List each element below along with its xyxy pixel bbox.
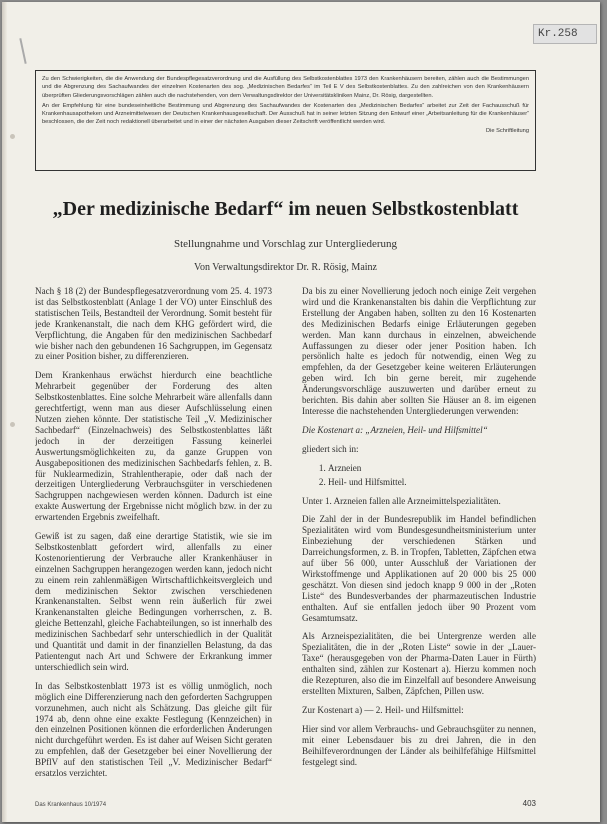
archive-stamp: Kr.258 — [533, 24, 597, 44]
punch-hole — [10, 422, 15, 427]
paragraph: Zur Kostenart a) — 2. Heil- und Hilfsmittel: — [302, 704, 464, 715]
editorial-text: An der Empfehlung für eine bundeseinheitliche Bestimmung und Abgrenzung des Sachaufwandes der Kostenarten des „Medizinischen Bedarfes“ arbeitet zur Zeit der Fachausschuß für Krankenhausapotheken und Arzneimittelwesen der Deutschen Krankenhausgesellschaft. Der Ausschuß hat in seiner letzten Sitzung den Entwurf einer „Arbeitsanleitung für die Krankenhäuser“ beschlossen, die der Zeit noch redaktionell überarbeitet und in einer der nächsten Ausgaben dieser Zeitschrift veröffentlicht werden wird. — [42, 102, 529, 126]
editorial-note-box — [35, 70, 536, 171]
category-list — [302, 463, 536, 488]
paragraph: Die Zahl der in der Bundesrepublik im Handel befindlichen Spezialitäten wird vom Bundesgesundheitsministerium unter Einbeziehung der verschiedenen Stärken und Darreichungsformen, z. B. in Tropfen, Tabletten, Zäpfchen etwa auf über 56 000, unter Ausschluß der Variationen der Wirkstoffmenge und Applikationen auf 20 000 bis 25 000 geschätzt. Von diesen sind jedoch knapp 9 000 in der „Roten Liste“ des Bundesverbandes der pharmazeutischen Industrie enthalten. Auf sie entfallen jedoch über 90 Prozent vom Gesamtumsatz. — [302, 514, 536, 623]
article-subtitle: Stellungnahme und Vorschlag zur Untergliederung — [173, 238, 397, 250]
left-column — [35, 286, 272, 792]
right-column — [302, 286, 536, 792]
list-item: 2. Heil- und Hilfsmittel. — [328, 477, 536, 488]
section-heading: Die Kostenart a: „Arzneien, Heil- und Hilfsmittel“ — [302, 424, 488, 435]
paragraph: Dem Krankenhaus erwächst hierdurch eine beachtliche Mehrarbeit gegenüber der Forderung des alten Selbstkostenblattes. Eine solche Mehrarbeit wäre allenfalls dann gerechtfertigt, wenn man aus dieser Aufschlüsselung einen Nutzen ziehen könnte. Der statistische Teil „V. Medizinischer Sachbedarf“ (Einzelnachweis) des Selbstkostenblattes läßt jedoch in der derzeitigen Fassung keinerlei Auswertungsmöglichkeiten zu, da ganze Gruppen von Ausgabepositionen des medizinischen Sachbedarfs fehlen, z. B. für Nuklearmedizin, Strahlentherapie, oder daß nach der derzeitigen Untergliederung Verbrauchsgüter in verschiedenen Sachgruppen nachgewiesen werden können. Dadurch ist eine exakte Auswertung der Ergebnisse nicht möglich bzw. in der zu erwartenden Ergebnis zweifelhaft. — [35, 370, 272, 523]
article-author: Von Verwaltungsdirektor Dr. R. Rösig, Mainz — [194, 262, 377, 273]
page-binding-edge — [2, 2, 7, 822]
paragraph: gliedert sich in: — [302, 443, 359, 454]
paragraph: In das Selbstkostenblatt 1973 ist es völlig unmöglich, noch möglich eine Differenzierung nach den geforderten Sachgruppen vorzunehmen, auch nicht als Schätzung. Das gleiche gilt für 1974 ab, denn ohne eine exakte Festlegung (Kennzeichen) in den einzelnen Positionen können die erforderlichen Änderungen nicht durchgeführt werden. Es ist daher auf Weisen Sicht geraten zu empfehlen, daß der Gesetzgeber bei einer Novellierung der BPflV auf den statistischen Teil „V. Medizinischer Bedarf“ ersatzlos verzichtet. — [35, 680, 272, 779]
paragraph: Unter 1. Arzneien fallen alle Arzneimittelspezialitäten. — [302, 495, 501, 506]
article-title: „Der medizinische Bedarf“ im neuen Selbstkostenblatt — [52, 198, 519, 220]
page-number: 403 — [522, 799, 536, 808]
journal-footer: Das Krankenhaus 10/1974 — [35, 802, 107, 808]
document-page — [2, 2, 600, 822]
list-item: 1. Arzneien — [328, 463, 536, 474]
editorial-paragraph: Zu den Schwierigkeiten, die die Anwendung der Bundespflegesatzverordnung und die Ausfüllung des Selbstkostenblattes 1973 den Krankenhäusern bereiten, zählen auch die Bestimmungen und die Abgrenzung des Sachaufwandes der einzelnen Kostenarten des sog. „Medizinischen Bedarfes“ im Teil E V des Selbstkostenblattes. Zu den zahlreichen von den Krankenhäusern überprüften Gliederungsvorschlägen zählen auch die nachstehenden, von dem Verwaltungsdirektor der Universitätskliniken Mainz, Dr. Rösig, dargestellten. — [42, 76, 529, 99]
editorial-signature: Die Schriftleitung — [486, 127, 529, 134]
editorial-paragraph — [42, 102, 529, 135]
paragraph: Gewiß ist zu sagen, daß eine derartige Statistik, wie sie im Selbstkostenblatt gefordert wird, allenfalls zu einer Kostenorientierung der Verbrauche aller Krankenhäuser in einzelnen Sachgruppen herangezogen werden kann, jedoch nicht zu einem rein zahlenmäßigen Wirtschaftlichkeitsvergleich und dem medizinischen Sektor zwischen verschiedenen Krankenanstalten. Selbst wenn rein äußerlich für zwei Krankenanstalten gleiche Bedingungen vorherrschen, z. B. gleiche Bettenzahl, gleiche Fachabteilungen, so ist innerhalb des medizinischen Sachbedarf sehr unterschiedlich in der Qualität und Quantität und damit in der finanziellen Belastung, da das Patientengut nach Art und Schwere der Erkrankung immer unterschiedlich sein wird. — [35, 531, 272, 672]
punch-hole — [10, 134, 15, 139]
paragraph: Da bis zu einer Novellierung jedoch noch einige Zeit vergehen wird und die Krankenanstalten bis dahin die Verpflichtung zur Erstellung der Angaben haben, sollten zu den 16 Kostenarten des Medizinischen Bedarfs einige Erläuterungen gegeben werden. Man kann durchaus in einzelnen, abweichende Auffassungen zu dieser oder jener Position haben. Ich persönlich halte es jedoch für notwendig, einen Weg zu empfehlen, da der Gesetzgeber keine weiteren Erläuterungen geben wird. Ich bin gerne bereit, mir zugehende Änderungsvorschläge auszuwerten und darüber erneut zu berichten. Bis dahin aber sollten Sie Häuser an 8. im eigenen Interesse die nachstehenden Untergliederungen verwenden: — [302, 286, 536, 416]
paragraph: Nach § 18 (2) der Bundespflegesatzverordnung vom 25. 4. 1973 ist das Selbstkostenblatt (Anlage 1 der VO) unter Einschluß des statistischen Teils, Bestandteil der Verordnung. Somit besteht für jede Krankenanstalt, die nach dem KHG gefördert wird, die Verpflichtung, die Angaben für den medizinischen Sachbedarf wie bisher nach den gebundenen 16 Sachgruppen, im Gegensatz zu einer Position bisher, zu differenzieren. — [35, 286, 272, 362]
paragraph: Als Arzneispezialitäten, die bei Untergrenze werden alle Spezialitäten, die in der „Roten Liste“ sowie in der „Lauer-Taxe“ (herausgegeben von der Pharma-Daten Lauer in Fürth) enthalten sind, zählen zur Kostenart a). Hierzu kommen noch die Rezepturen, also die im Einzelfall auf besondere Anweisung erstellten Mixturen, Salben, Zäpfchen, Pillen usw. — [302, 631, 536, 696]
paragraph: Hier sind vor allem Verbrauchs- und Gebrauchsgüter zu nennen, mit einer Lebensdauer bis zu drei Jahren, die in den Beihilfeverordnungen der Länder als beihilfefähige Hilfsmittel festgelegt sind. — [302, 723, 536, 767]
pencil-mark — [19, 38, 26, 64]
